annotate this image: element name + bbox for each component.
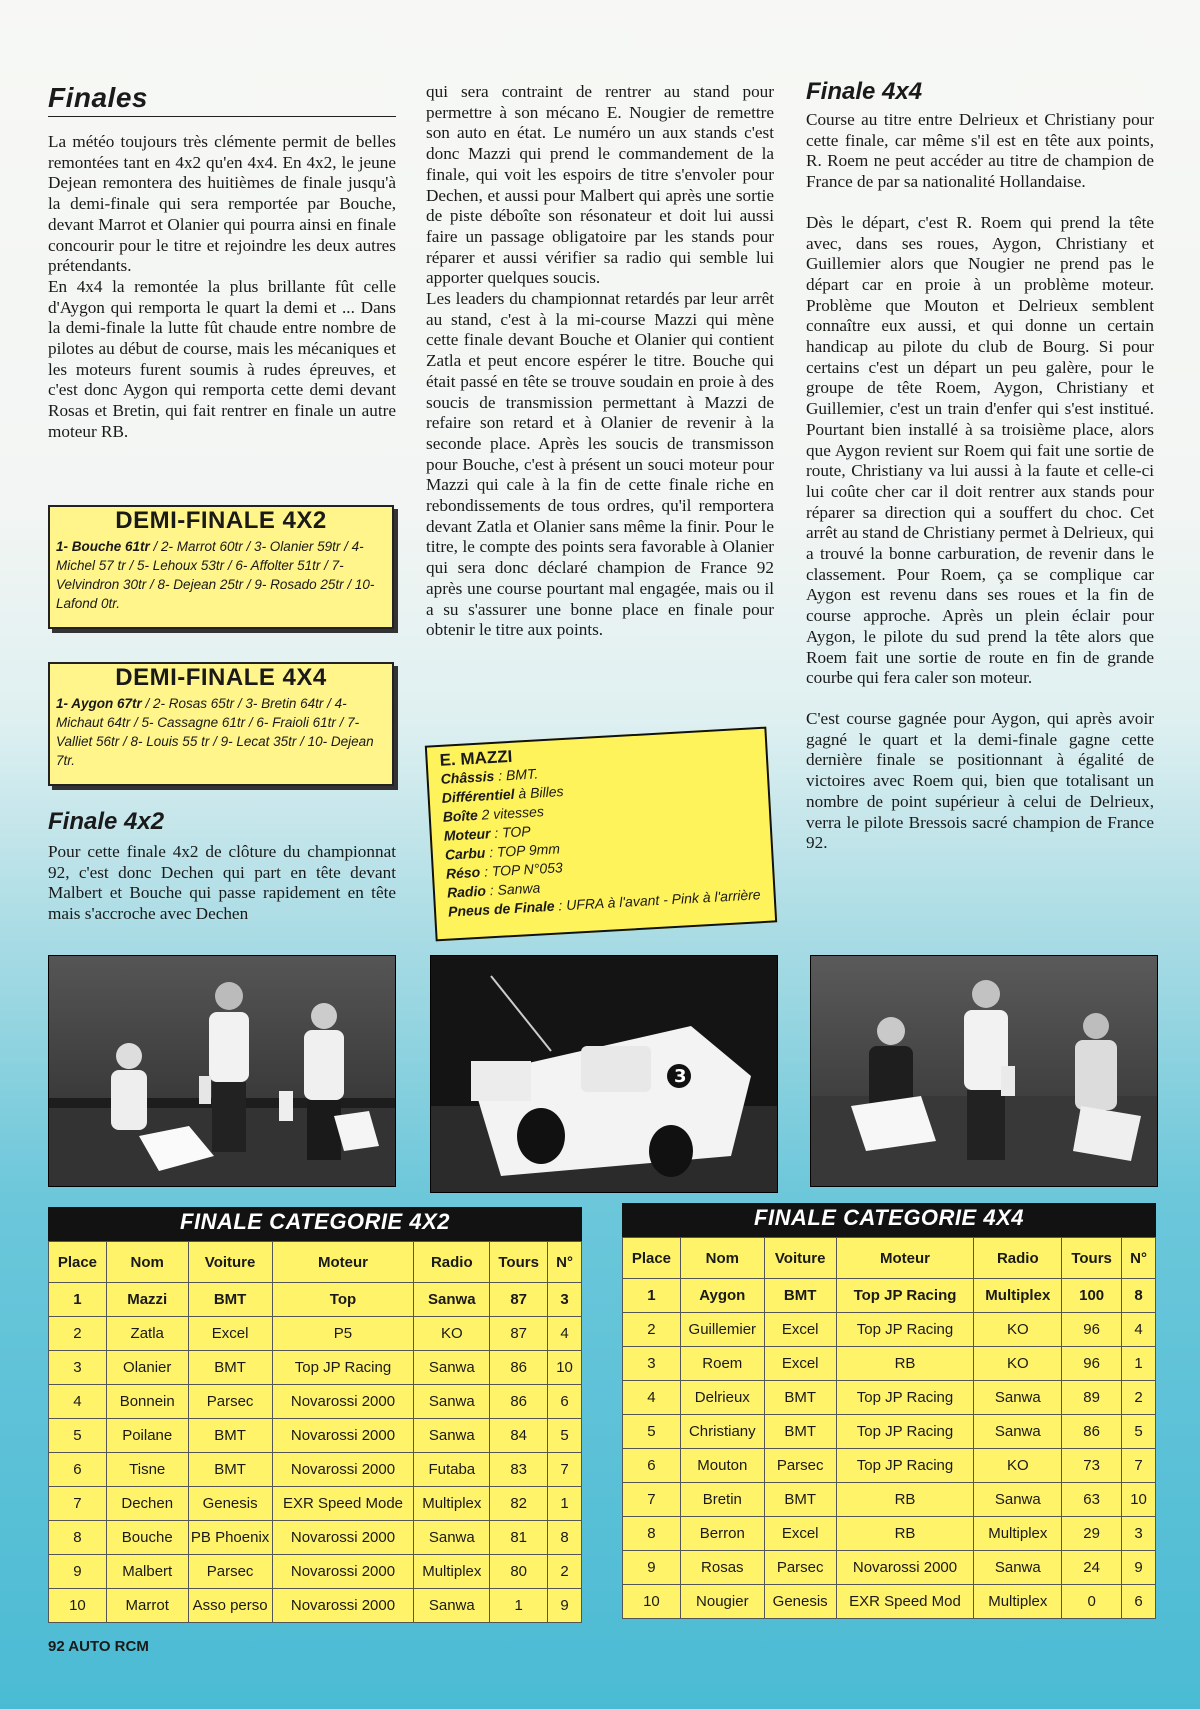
table-cell: 0 xyxy=(1062,1585,1122,1619)
table-body xyxy=(623,1279,1156,1619)
table-cell: Multiplex xyxy=(414,1555,490,1589)
table-cell: 4 xyxy=(1122,1313,1156,1347)
table-cell: 96 xyxy=(1062,1347,1122,1381)
table-cell: Multiplex xyxy=(974,1585,1062,1619)
table-row xyxy=(623,1313,1156,1347)
table-cell: Tisne xyxy=(106,1453,188,1487)
table-cell: 10 xyxy=(548,1351,582,1385)
table-cell: Top JP Racing xyxy=(836,1313,974,1347)
table-4x2-title: FINALE CATEGORIE 4X2 xyxy=(48,1207,582,1241)
table-cell: Sanwa xyxy=(974,1551,1062,1585)
spec-line: Différentiel à Billes xyxy=(441,783,564,806)
spec-line: Moteur : TOP xyxy=(443,822,532,844)
table-cell: 86 xyxy=(1062,1415,1122,1449)
table-row xyxy=(49,1351,582,1385)
table-cell: 1 xyxy=(623,1279,681,1313)
results-rest: / 2- Rosas 65tr / 3- Bretin 64tr / 4- Michaut 64tr / 5- Cassagne 61tr / 6- Fraioli 61tr / 7- Valliet 56tr / 8- Louis 55 tr / 9- Lecat 35tr / 10- Dejean 7tr. xyxy=(56,696,374,768)
table-cell: BMT xyxy=(764,1381,836,1415)
table-row xyxy=(623,1415,1156,1449)
table-cell: Multiplex xyxy=(974,1517,1062,1551)
table-cell: 10 xyxy=(1122,1483,1156,1517)
column-header: N° xyxy=(1122,1238,1156,1279)
column-header: Radio xyxy=(974,1238,1062,1279)
table-cell: 6 xyxy=(1122,1585,1156,1619)
table-cell: 6 xyxy=(623,1449,681,1483)
table-cell: 9 xyxy=(49,1555,107,1589)
table-cell: Sanwa xyxy=(974,1483,1062,1517)
table-cell: Asso perso xyxy=(188,1589,272,1623)
intro-paragraph: En 4x4 la remontée la plus brillante fût celle d'Aygon qui remporta le quart la demi et ... Dans la demi-finale la lutte fût chaude entre nombre de pilotes au début de course, mais les mécaniques et les moteurs furent soumis à rudes épreuves, et c'est donc Aygon qui remporta cette demi devant Rosas et Bretin, qui fait rentrer en finale un autre moteur RB. xyxy=(48,276,396,441)
table-cell: Sanwa xyxy=(414,1589,490,1623)
table-cell: Guillemier xyxy=(680,1313,764,1347)
table-cell: 2 xyxy=(548,1555,582,1589)
table-row xyxy=(623,1483,1156,1517)
column-header: Place xyxy=(623,1238,681,1279)
table-cell: 29 xyxy=(1062,1517,1122,1551)
table-cell: 2 xyxy=(49,1317,107,1351)
table-cell: Bonnein xyxy=(106,1385,188,1419)
table-cell: Olanier xyxy=(106,1351,188,1385)
spec-line: Réso : TOP N°053 xyxy=(445,859,564,882)
table-header-row xyxy=(49,1242,582,1283)
table-row xyxy=(49,1419,582,1453)
column-header: Tours xyxy=(490,1242,548,1283)
table-cell: RB xyxy=(836,1483,974,1517)
table-row xyxy=(623,1517,1156,1551)
table-cell: Berron xyxy=(680,1517,764,1551)
column-header: Moteur xyxy=(272,1242,414,1283)
table-cell: 81 xyxy=(490,1521,548,1555)
table-cell: 6 xyxy=(49,1453,107,1487)
table-cell: 87 xyxy=(490,1283,548,1317)
table-cell: 9 xyxy=(623,1551,681,1585)
table-cell: 5 xyxy=(548,1419,582,1453)
box-title: DEMI-FINALE 4X4 xyxy=(115,664,327,691)
winner: 1- Aygon 67tr xyxy=(56,696,142,711)
table-cell: 3 xyxy=(623,1347,681,1381)
column-header: Voiture xyxy=(764,1238,836,1279)
table-cell: 3 xyxy=(548,1283,582,1317)
column-header: Moteur xyxy=(836,1238,974,1279)
column-3-text xyxy=(806,110,1154,854)
table-cell: Novarossi 2000 xyxy=(272,1521,414,1555)
table-cell: Top JP Racing xyxy=(836,1381,974,1415)
svg-text:3: 3 xyxy=(674,1066,687,1087)
table-cell: 89 xyxy=(1062,1381,1122,1415)
table-cell: 1 xyxy=(49,1283,107,1317)
table-cell: BMT xyxy=(188,1283,272,1317)
table-cell: 1 xyxy=(490,1589,548,1623)
column-header: Tours xyxy=(1062,1238,1122,1279)
table-cell: 84 xyxy=(490,1419,548,1453)
spec-line: Pneus de Finale : UFRA à l'avant - Pink à l'arrière xyxy=(447,886,761,920)
table-cell: Sanwa xyxy=(414,1385,490,1419)
table-cell: Futaba xyxy=(414,1453,490,1487)
table-row xyxy=(49,1487,582,1521)
table-cell: 24 xyxy=(1062,1551,1122,1585)
table-cell: Top JP Racing xyxy=(836,1415,974,1449)
table-cell: KO xyxy=(974,1347,1062,1381)
table-row xyxy=(49,1283,582,1317)
table-cell: 73 xyxy=(1062,1449,1122,1483)
table-header-row xyxy=(623,1238,1156,1279)
table-cell: KO xyxy=(974,1449,1062,1483)
table-cell: Parsec xyxy=(188,1385,272,1419)
paragraph: Dès le départ, c'est R. Roem qui prend la tête avec, dans ses roues, Aygon, Christiany et Guillemier alors que Nougier ne prend pas le départ car en proie à un problème moteur. Problème que Mouton et Delrieux semblent connaître eux aussi, et qui donne un certain handicap au pilote du club de Bourg. Si pour certains c'est un départ un peu galère, pour le groupe de tête Roem, Aygon, Christiany et Guillemier, c'est un train d'enfer qui s'est institué. Pourtant bien installé à sa troisième place, alors que Aygon revient sur Roem qui fait une sortie de route, Christiany va lui aussi à la faute et celle-ci lui coûte cher car il doit rentrer aux stands pour réparer sa direction qui a souffert du choc. Cet arrêt au stand de Christiany permet à Delrieux, qui a trouvé la bonne carburation, de revenir dans le classement. Pour Roem, ça se complique car Aygon est revenu dans ses roues et la fin de course approche. Après un plein éclair pour Aygon, le pilote du sud prend la tête alors que Roem fait une sortie de route en fin de grande courbe qui fera caler son moteur. xyxy=(806,212,1154,688)
table-row xyxy=(623,1279,1156,1313)
spec-title: E. MAZZI xyxy=(439,746,513,770)
section-title-finale-4x4: Finale 4x4 xyxy=(806,78,923,105)
table-cell: Sanwa xyxy=(974,1381,1062,1415)
table-cell: 3 xyxy=(49,1351,107,1385)
table-cell: BMT xyxy=(188,1351,272,1385)
spec-line: Radio : Sanwa xyxy=(446,879,541,901)
table-cell: BMT xyxy=(764,1483,836,1517)
podium-4x2-photo xyxy=(48,955,396,1187)
table-cell: 9 xyxy=(1122,1551,1156,1585)
table-cell: 4 xyxy=(49,1385,107,1419)
table-cell: Zatla xyxy=(106,1317,188,1351)
demi-finale-4x4-box xyxy=(48,662,394,786)
table-cell: KO xyxy=(414,1317,490,1351)
table-cell: 83 xyxy=(490,1453,548,1487)
table-cell: Bretin xyxy=(680,1483,764,1517)
table-row xyxy=(49,1555,582,1589)
table-cell: Novarossi 2000 xyxy=(272,1555,414,1589)
table-cell: 2 xyxy=(623,1313,681,1347)
mazzi-spec-box xyxy=(425,727,777,942)
table-cell: Novarossi 2000 xyxy=(272,1453,414,1487)
table-cell: Parsec xyxy=(764,1551,836,1585)
table-cell: Bouche xyxy=(106,1521,188,1555)
table-cell: KO xyxy=(974,1313,1062,1347)
table-row xyxy=(49,1385,582,1419)
table-cell: EXR Speed Mode xyxy=(272,1487,414,1521)
table-cell: 86 xyxy=(490,1351,548,1385)
table-row xyxy=(623,1551,1156,1585)
spec-line: Châssis : BMT. xyxy=(440,765,539,787)
finale-4x2-text: Pour cette finale 4x2 de clôture du championnat 92, c'est donc Dechen qui part en tête devant Malbert et Bouche qui passe rapidement en tête mais s'accroche avec Dechen xyxy=(48,842,396,924)
table-cell: BMT xyxy=(764,1279,836,1313)
table-cell: RB xyxy=(836,1347,974,1381)
table-cell: Christiany xyxy=(680,1415,764,1449)
section-title-finale-4x2: Finale 4x2 xyxy=(48,808,165,835)
table-cell: Dechen xyxy=(106,1487,188,1521)
table-cell: P5 xyxy=(272,1317,414,1351)
table-cell: Excel xyxy=(764,1347,836,1381)
table-cell: 82 xyxy=(490,1487,548,1521)
table-cell: Novarossi 2000 xyxy=(272,1385,414,1419)
table-cell: 9 xyxy=(548,1589,582,1623)
table-row xyxy=(49,1589,582,1623)
table-cell: Top xyxy=(272,1283,414,1317)
paragraph: Course au titre entre Delrieux et Christiany pour cette finale, car même s'il est en tête aux points, R. Roem ne peut accéder au titre de champion de France de par sa nationalité Hollandaise. xyxy=(806,110,1154,192)
spec-line: Carbu : TOP 9mm xyxy=(444,840,561,863)
spec-line: Boîte 2 vitesses xyxy=(442,803,545,825)
table-cell: Malbert xyxy=(106,1555,188,1589)
table-cell: 2 xyxy=(1122,1381,1156,1415)
table-cell: Roem xyxy=(680,1347,764,1381)
table-cell: 63 xyxy=(1062,1483,1122,1517)
table-cell: 1 xyxy=(1122,1347,1156,1381)
section-title-finales: Finales xyxy=(48,82,148,113)
page-footer: 92 AUTO RCM xyxy=(48,1638,149,1655)
results-rest: / 2- Marrot 60tr / 3- Olanier 59tr / 4- Michel 57 tr / 5- Lehoux 53tr / 6- Affolter 51tr / 7- Velvindron 30tr / 8- Dejean 25tr / 9- Rosado 25tr / 10- Lafond 0tr. xyxy=(56,539,375,611)
table-cell: 7 xyxy=(49,1487,107,1521)
table-cell: Parsec xyxy=(188,1555,272,1589)
box-results xyxy=(56,694,386,770)
table-cell: 8 xyxy=(548,1521,582,1555)
table-cell: Sanwa xyxy=(974,1415,1062,1449)
winner: 1- Bouche 61tr xyxy=(56,539,150,554)
table-cell: Top JP Racing xyxy=(272,1351,414,1385)
table-cell: 5 xyxy=(1122,1415,1156,1449)
table-cell: 6 xyxy=(548,1385,582,1419)
table-cell: Top JP Racing xyxy=(836,1449,974,1483)
table-cell: 100 xyxy=(1062,1279,1122,1313)
table-cell: 86 xyxy=(490,1385,548,1419)
table-cell: BMT xyxy=(764,1415,836,1449)
table-row xyxy=(623,1347,1156,1381)
table-cell: Excel xyxy=(764,1517,836,1551)
table-row xyxy=(623,1449,1156,1483)
table-cell: 96 xyxy=(1062,1313,1122,1347)
table-cell: EXR Speed Mod xyxy=(836,1585,974,1619)
table-cell: 7 xyxy=(623,1483,681,1517)
paragraph: qui sera contraint de rentrer au stand pour permettre à son mécano E. Nougier de remettre son auto en état. Le numéro un aux stands c'est donc Mazzi qui prend le commandement de la finale, qui voit les espoirs de titre s'envoler pour Dechen, et aussi pour Malbert qui après une sortie de piste déboîte son résonateur et doit lui aussi faire un passage obligatoire par les stands pour réparer et aussi vérifier sa radio qui semble lui apporter quelques soucis. xyxy=(426,82,774,288)
table-cell: Poilane xyxy=(106,1419,188,1453)
box-results xyxy=(56,537,386,613)
title-rule xyxy=(48,116,396,117)
table-cell: 3 xyxy=(1122,1517,1156,1551)
table-cell: 4 xyxy=(548,1317,582,1351)
table-cell: 10 xyxy=(623,1585,681,1619)
table-cell: Novarossi 2000 xyxy=(272,1589,414,1623)
table-body xyxy=(49,1283,582,1623)
table-cell: BMT xyxy=(188,1419,272,1453)
table-cell: 1 xyxy=(548,1487,582,1521)
column-header: Nom xyxy=(106,1242,188,1283)
results-table-4x4 xyxy=(622,1237,1156,1619)
table-cell: Genesis xyxy=(188,1487,272,1521)
podium-4x4-photo xyxy=(810,955,1158,1187)
table-cell: 8 xyxy=(49,1521,107,1555)
table-cell: 4 xyxy=(623,1381,681,1415)
intro-paragraph: La météo toujours très clémente permit de belles remontées tant en 4x2 qu'en 4x4. En 4x2, le jeune Dejean remontera des huitièmes de finale jusqu'à la demi-finale qui sera remportée par Bouche, devant Marrot et Olanier qui pourra ainsi en finale concourir pour le titre et rejoindre les deux autres prétendants. xyxy=(48,132,396,276)
box-title: DEMI-FINALE 4X2 xyxy=(115,507,327,534)
table-cell: Multiplex xyxy=(414,1487,490,1521)
table-cell: 7 xyxy=(1122,1449,1156,1483)
table-cell: Excel xyxy=(764,1313,836,1347)
table-cell: 7 xyxy=(548,1453,582,1487)
table-cell: Sanwa xyxy=(414,1419,490,1453)
table-cell: Excel xyxy=(188,1317,272,1351)
table-cell: Delrieux xyxy=(680,1381,764,1415)
table-cell: Nougier xyxy=(680,1585,764,1619)
demi-finale-4x2-box xyxy=(48,505,394,629)
table-row xyxy=(623,1381,1156,1415)
column-header: Voiture xyxy=(188,1242,272,1283)
table-cell: 8 xyxy=(1122,1279,1156,1313)
table-cell: 10 xyxy=(49,1589,107,1623)
table-row xyxy=(49,1521,582,1555)
table-cell: 87 xyxy=(490,1317,548,1351)
table-cell: PB Phoenix xyxy=(188,1521,272,1555)
table-cell: 80 xyxy=(490,1555,548,1589)
table-cell: Top JP Racing xyxy=(836,1279,974,1313)
column-header: Nom xyxy=(680,1238,764,1279)
table-cell: RB xyxy=(836,1517,974,1551)
table-cell: Multiplex xyxy=(974,1279,1062,1313)
paragraph: C'est course gagnée pour Aygon, qui après avoir gagné le quart et la demi-finale gagne cette dernière finale se positionnant à égalité de victoires avec Roem qui, bien que totalisant un nombre de point supérieur à celui de Delrieux, verra le pilote Bressois sacré champion de France 92. xyxy=(806,708,1154,853)
table-cell: Rosas xyxy=(680,1551,764,1585)
table-cell: Sanwa xyxy=(414,1283,490,1317)
table-cell: 8 xyxy=(623,1517,681,1551)
table-row xyxy=(49,1453,582,1487)
table-cell: Sanwa xyxy=(414,1351,490,1385)
column-header: Radio xyxy=(414,1242,490,1283)
table-cell: Parsec xyxy=(764,1449,836,1483)
table-cell: Novarossi 2000 xyxy=(836,1551,974,1585)
table-row xyxy=(49,1317,582,1351)
paragraph: Les leaders du championnat retardés par leur arrêt au stand, c'est à la mi-course Mazzi qui mène cette finale devant Bouche et Olanier qui contient Zatla et peut encore espérer le titre. Bouche qui était passé en tête se trouve soudain en proie à des soucis de transmission permettant à Mazzi de refaire son retard et à Olanier de revenir à la seconde place. Après les soucis de transmisson pour Bouche, c'est à présent un souci moteur pour Mazzi qui cale à la fin de cette finale riche en rebondissements de tous ordres, qu'il remportera devant Zatla et Olanier sans même la finir. Pour le titre, le compte des points sera favorable à Olanier qui sera donc déclaré champion de France 92 après une course pourtant mal engagée, mais ou il a su s'assurer une bonne place en finale pour obtenir le titre aux points. xyxy=(426,289,774,640)
column-header: Place xyxy=(49,1242,107,1283)
table-cell: Mouton xyxy=(680,1449,764,1483)
column-2-text xyxy=(426,82,774,641)
intro-text xyxy=(48,132,396,443)
table-cell: Marrot xyxy=(106,1589,188,1623)
table-cell: Genesis xyxy=(764,1585,836,1619)
table-cell: 5 xyxy=(49,1419,107,1453)
column-header: N° xyxy=(548,1242,582,1283)
mazzi-car-photo xyxy=(430,955,778,1193)
table-row xyxy=(623,1585,1156,1619)
table-cell: BMT xyxy=(188,1453,272,1487)
table-cell: Novarossi 2000 xyxy=(272,1419,414,1453)
table-cell: Sanwa xyxy=(414,1521,490,1555)
table-cell: 5 xyxy=(623,1415,681,1449)
results-table-4x2 xyxy=(48,1241,582,1623)
table-4x4-title: FINALE CATEGORIE 4X4 xyxy=(622,1203,1156,1237)
table-cell: Mazzi xyxy=(106,1283,188,1317)
table-cell: Aygon xyxy=(680,1279,764,1313)
